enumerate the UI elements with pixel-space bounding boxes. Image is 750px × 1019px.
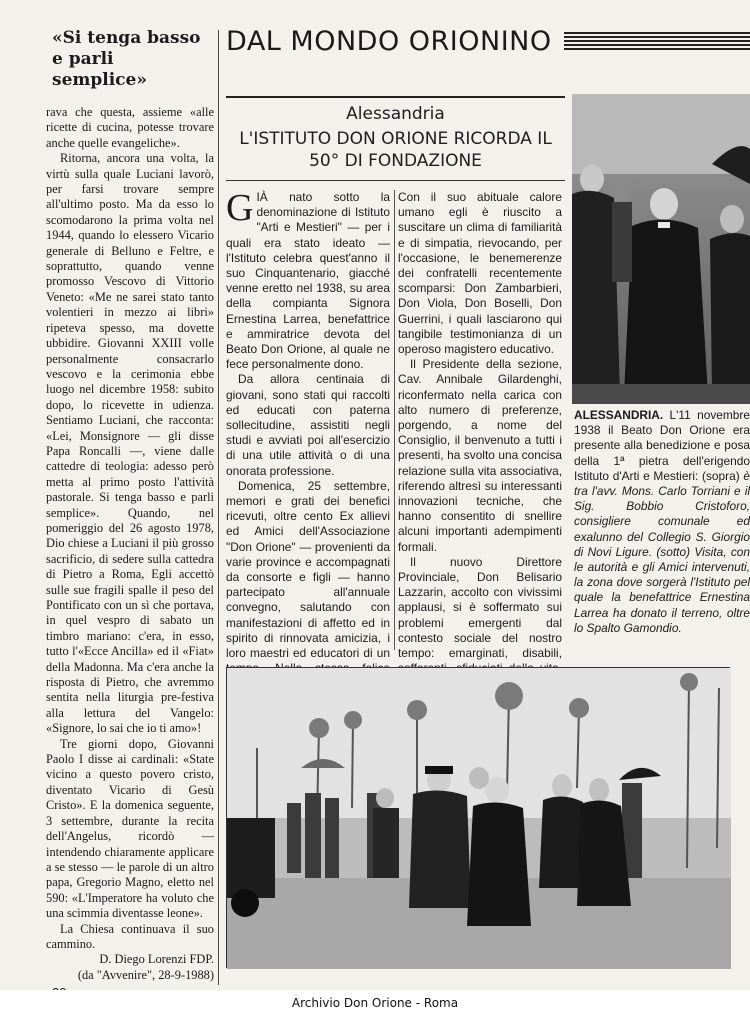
left-paragraph: Ritorna, ancora una volta, la virtù sulla quale Luciani lavorò, per farsi trovare sempre all'ultimo posto. Ma da esso lo scomodarono la prima volta nel 1944, quando lo elessero Vicario generale di Belluno e Feltre, e soprattutto, quando venne promosso Vescovo di Vittorio Veneto: «Me ne sarei stato tanto volentieri in mezzo ai libri» ripeteva spesso, ma dovette ubbidire. Giovanni XXIII volle personalmente consacrarlo vescovo e la cerimonia ebbe luogo nel dicembre 1958: subito dopo, lo ricevette in udienza. Sentiamo Luciani, che racconta: «Lei, Monsignore — gli disse Papa Roncalli —, viene dalle cattedre di teologia: adesso però metta al primo posto l'attività pastorale. Si tenga basso e parli semplice». Quando, nel pomeriggio del 26 agosto 1978, Dio chiese a Luciani il più grosso sacrificio, di sedere sulla cattedra di Pietro a Roma, Egli accettò sulle sue fragili spalle il peso del Pontificato con un sì che portava, in quel vespro di sabato un timbro mariano: c'era, in esso, tutto l'«Ecce Ancilla» ed il «Fiat» della Madonna. Ma c'era anche la risposta di Pietro, che avremmo sentita nella liturgia pre-festiva alla lettura del Vangelo: «Signore, lo sai che io ti amo»! [46,151,214,736]
article-column-1 [226,187,390,661]
column-divider [218,30,219,985]
left-paragraph: rava che questa, assieme «alle ricette di cucina, potesse trovare anche quelle evangeliche». [46,105,214,150]
article-paragraph: GIÀ nato sotto la denominazione di Istituto "Arti e Mestieri" — per i quali era stato ideato — l'Istituto celebra quest'anno il suo Cinquantenario, giacché venne eretto nel 1938, su area della compianta Signora Ernestina Larrea, benefattrice e ammiratrice devota del Beato Don Orione, al quale ne fece personalmente dono. [226,187,390,372]
left-paragraph: Tre giorni dopo, Giovanni Paolo I disse ai cardinali: «State vicino a questo povero cristo, diventato Vicario di Gesù Cristo». E la domenica seguente, 3 settembre, durante la recita dell'Angelus, ricordò — intendendo chiaramente applicare a se stesso — le parole di un altro papa, Gregorio Magno, eletto nel 590: «L'Imperatore ha voluto che una scimmia diventasse leone». [46,736,214,921]
left-article-headline: «Si tenga basso e parli semplice» [52,28,201,90]
article-paragraph: Domenica, 25 settembre, memori e grati dei benefici ricevuti, oltre cento Ex allievi ed Amici dell'Associazione "Don Orione" — provenienti da varie province e accompagnati da consorte e figli — hanno partecipato all'annuale convegno, salutando con manifestazioni di affetto ed in spirito di rinnovata amicizia, i loro maestri ed educatori di un [226,478,390,661]
left-article [46,28,214,988]
caption-italic: è tra l'avv. Mons. Carlo Torriani e il Sig. Bobbio Cristoforo, consigliere comunale ed exalunno del Collegio S. Giorgio di Novi Ligure. (sotto) Visita, con le autorità e gli Amici intervenuti, la zona dove sorgerà l'Istituto pel quale la benefattrice Ernestina Larrea ha donato il terreno, oltre lo Spalto Gamondio. [574,468,750,635]
title-rule-top [226,96,565,98]
article-column-2 [398,190,562,660]
photo-clergy-image [572,94,750,404]
title-rule-bottom [226,180,565,181]
section-title: DAL MONDO ORIONINO [226,26,552,57]
photo-site-visit-image [227,668,731,969]
photo-site-visit [226,667,730,968]
article-column-divider [394,190,395,650]
left-article-signature: D. Diego Lorenzi FDP. [99,952,214,967]
left-article-source: (da "Avvenire", 28-9-1988) [77,967,214,982]
article-paragraph: Il Presidente della sezione, Cav. Annibale Gilardenghi, riconfermato nella carica con alto numero di preferenze, porgendo, a nome del Consiglio, il benvenuto a tutti i presenti, ha svolto una concisa relazione sulla vita associativa, riferendo altresì su interessanti innovazioni tecniche, che hanno consentito di snellire alcuni importanti adempimenti formali. [398,357,562,554]
article-paragraph: Il nuovo Direttore Provinciale, Don Belisario Lazzarin, accolto con vivissimi applausi, si è soffermato sui problemi emergenti dal contesto sociale del nostro tempo: emarginati, disabili, [398,554,562,661]
archive-footer: Archivio Don Orione - Roma [291,996,459,1010]
photo-clergy-group [572,94,750,404]
left-paragraph: La Chiesa continuava il suo cammino. [46,921,214,951]
drop-cap: G [226,187,254,229]
article-paragraph: Da allora centinaia di giovani, sono stati qui raccolti ed educati con paterna sollecitudine, assistiti negli studi e avviati poi all'esercizio di una utile attività o di una onorata professione. [226,372,390,478]
photo-caption [574,408,750,636]
article-paragraph: Con il suo abituale calore umano egli è riuscito a suscitare un clima di familiarità e di simpatia, rievocando, per l'occasione, le benemerenze dei confratelli recentemente scomparsi: Don Zambarbieri, Don Viola, Don Boselli, Don Guerrini, i quali lasciarono qui tangibile testimonianza di un operoso magistero educativo. [398,190,562,357]
caption-text: L'11 novembre 1938 il Beato Don Orione era presente alla benedizione e posa della 1ª pietra dell'erigendo Istituto d'Arti e Mestieri: (sopra) [574,408,750,483]
left-article-body [46,105,214,983]
article-kicker: Alessandria [346,104,445,124]
caption-lead: ALESSANDRIA. [574,408,664,422]
section-header [222,26,750,60]
header-rule-lines [564,32,750,54]
article-title: L'ISTITUTO DON ORIONE RICORDA IL 50° DI FONDAZIONE [239,129,552,171]
